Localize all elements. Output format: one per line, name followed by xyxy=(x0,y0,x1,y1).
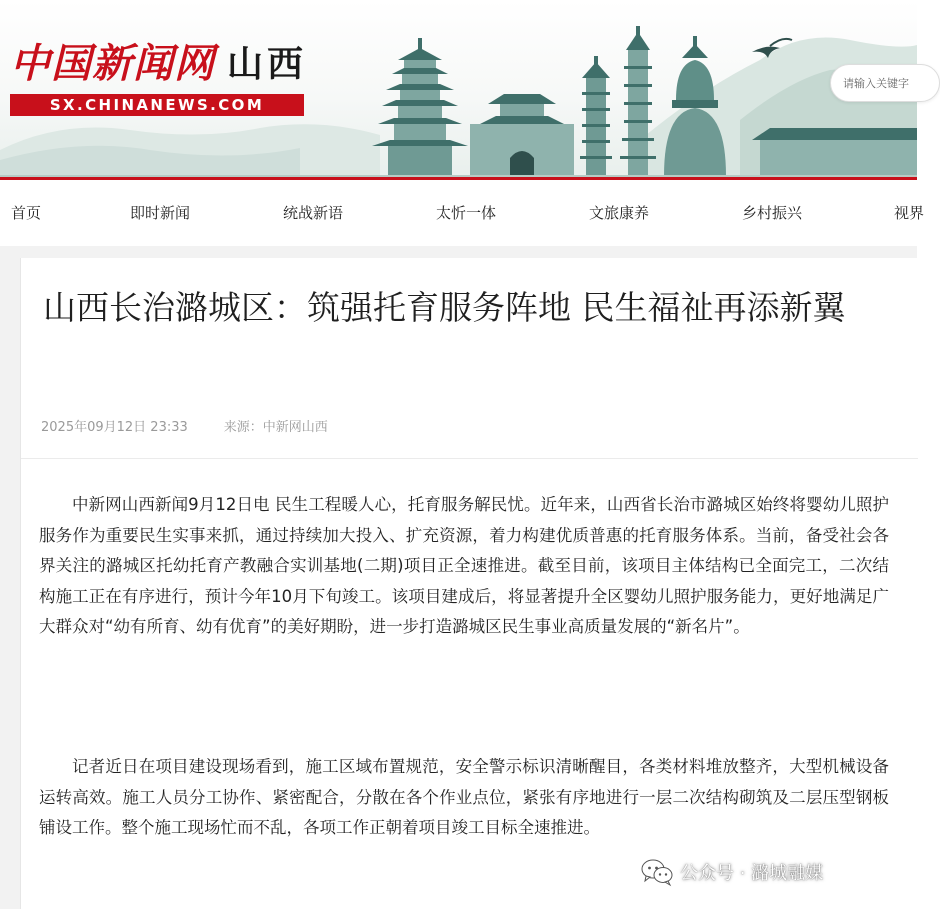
article-paragraph: 中新网山西新闻9月12日电 民生工程暖人心，托育服务解民忧。近年来，山西省长治市潞城区始终将婴幼儿照护服务作为重要民生实事来抓，通过持续加大投入、扩充资源，着力构建优质普惠的托育服务体系。当前，备受社会各界关注的潞城区托幼托育产教融合实训基地(二期)项目正全速推进。截至目前，该项目主体结构已全面完工，二次结构施工正在有序进行，预计今年10月下旬竣工。该项目建成后，将显著提升全区婴幼儿照护服务能力，更好地满足广大群众对“幼有所育、幼有优育”的美好期盼，进一步打造潞城区民生事业高质量发展的“新名片”。 xyxy=(39,495,889,637)
nav-item-home[interactable]: 首页 xyxy=(11,204,42,222)
search-box xyxy=(830,64,940,102)
site-logo[interactable] xyxy=(10,40,307,88)
article-meta xyxy=(41,416,328,435)
nav-item-united-front[interactable]: 统战新语 xyxy=(283,204,344,222)
nav-item-vision[interactable]: 视界 xyxy=(894,204,925,222)
nav-item-instant-news[interactable]: 即时新闻 xyxy=(130,204,191,222)
publish-date: 2025年09月12日 23:33 xyxy=(41,420,188,435)
nav-item-rural-revitalization[interactable]: 乡村振兴 xyxy=(742,204,803,222)
logo-text-chinanews: 中国新闻网 xyxy=(10,40,215,87)
site-header xyxy=(0,0,917,180)
nav-item-culture-tourism[interactable]: 文旅康养 xyxy=(589,204,650,222)
search-input[interactable] xyxy=(831,65,939,101)
wechat-watermark xyxy=(640,858,823,886)
watermark-text: 公众号 · 潞城融媒 xyxy=(680,863,824,884)
nav-item-taixin[interactable]: 太忻一体 xyxy=(436,204,497,222)
landmark-illustration xyxy=(0,0,917,180)
article-paragraph: 记者近日在项目建设现场看到，施工区域布置规范，安全警示标识清晰醒目，各类材料堆放整齐，大型机械设备运转高效。施工人员分工协作、紧密配合，分散在各个作业点位，紧张有序地进行一层二次结构砌筑及二层压型钢板铺设工作。整个施工现场忙而不乱，各项工作正朝着项目竣工目标全速推进。 xyxy=(39,757,889,838)
meta-divider xyxy=(21,458,918,459)
article-title: 山西长治潞城区：筑强托育服务阵地 民生福祉再添新翼 xyxy=(43,288,846,327)
logo-region: 山西 xyxy=(227,43,308,85)
article-card xyxy=(20,258,917,909)
article-source: 来源：中新网山西 xyxy=(223,420,328,435)
logo-domain-bar: SX.CHINANEWS.COM xyxy=(10,94,304,116)
wechat-icon xyxy=(640,858,674,886)
main-navigation xyxy=(0,180,925,246)
